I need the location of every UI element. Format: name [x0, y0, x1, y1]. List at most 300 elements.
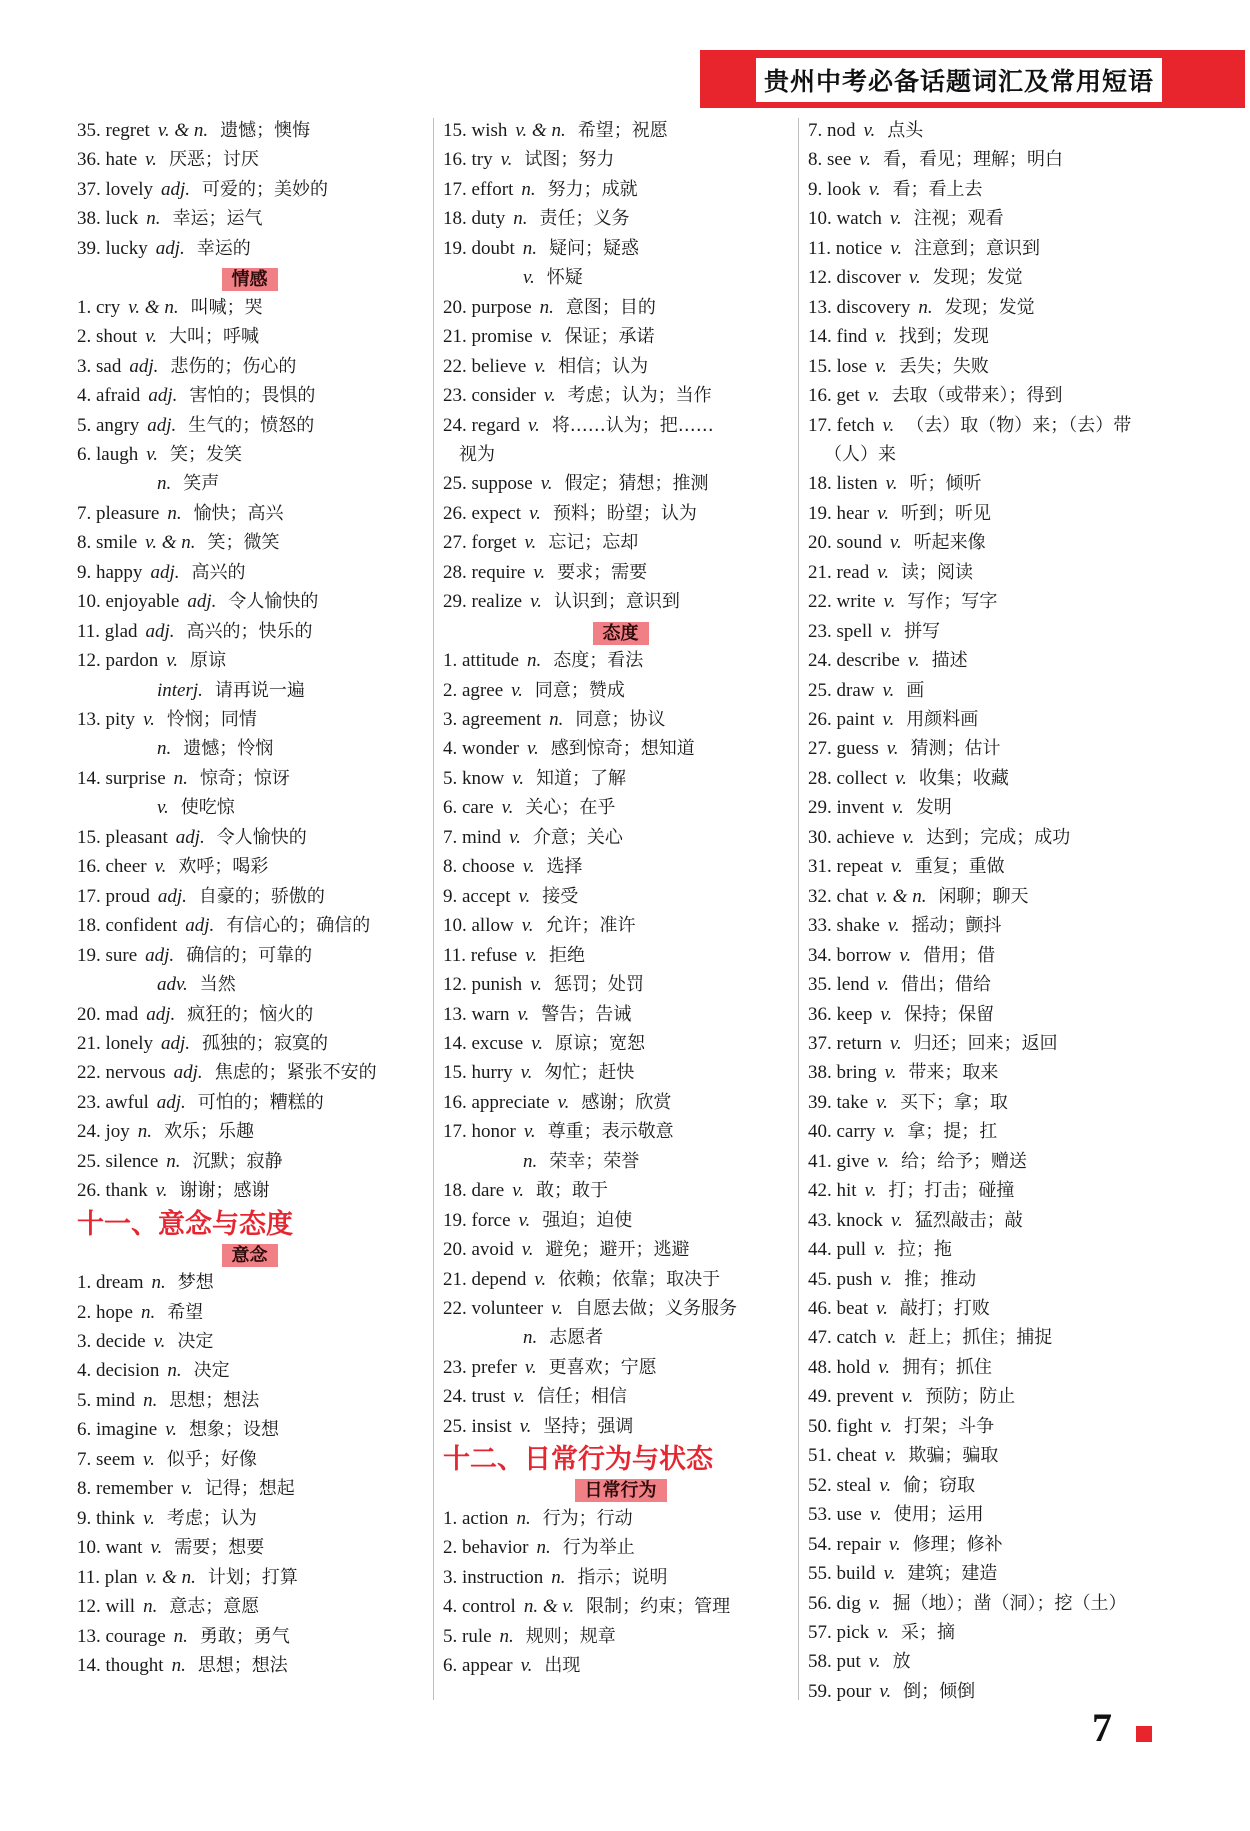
part-of-speech: n. [171, 1654, 186, 1676]
vocab-entry [808, 530, 986, 555]
part-of-speech: adj. [145, 944, 175, 966]
entry-headword: silence [105, 1150, 159, 1172]
entry-meaning: 自豪的；骄傲的 [198, 885, 325, 907]
entry-meaning: （去）取（物）来；（去）带 [906, 414, 1132, 436]
vocab-entry [808, 1325, 1052, 1350]
entry-meaning: 似乎；好像 [166, 1448, 257, 1470]
entry-word [443, 503, 521, 524]
entry-headword: mad [105, 1003, 139, 1025]
vocab-entry [808, 560, 973, 585]
entry-number: 1. [443, 1507, 458, 1529]
entry-number: 1. [443, 650, 458, 672]
entry-number: 25. [443, 1415, 467, 1437]
subsection-heading [77, 1243, 422, 1268]
entry-headword: think [96, 1507, 136, 1529]
vocab-entry [77, 1060, 377, 1085]
entry-number: 36. [808, 1003, 832, 1025]
vocab-entry [808, 648, 968, 673]
entry-word [77, 532, 137, 553]
entry-number: 4. [77, 1360, 92, 1382]
vocab-entry [77, 1624, 290, 1649]
entry-headword: lend [836, 974, 870, 996]
entry-word [808, 827, 895, 848]
entry-number: 20. [77, 1003, 101, 1025]
entry-meaning: 责任；义务 [539, 208, 630, 230]
entry-headword: chat [836, 885, 869, 907]
entry-number: 26. [77, 1180, 101, 1202]
entry-number: 26. [443, 502, 467, 524]
part-of-speech: v. [520, 1654, 533, 1676]
entry-word [443, 768, 504, 789]
entry-headword: hope [96, 1301, 133, 1323]
entry-headword: trust [471, 1386, 506, 1408]
part-of-speech: v. [521, 1239, 534, 1261]
vocab-entry [808, 678, 924, 703]
entry-headword: cry [96, 296, 121, 318]
entry-headword: guess [836, 738, 879, 760]
entry-headword: carry [836, 1121, 876, 1143]
entry-meaning: 愉快；高兴 [193, 502, 284, 524]
entry-word [808, 1563, 876, 1584]
entry-meaning: 怀疑 [546, 267, 583, 289]
part-of-speech: n. [140, 1301, 156, 1323]
entry-number: 44. [808, 1239, 832, 1261]
entry-number: 5. [77, 1389, 92, 1411]
entry-meaning: 希望；祝愿 [577, 120, 668, 141]
entry-headword: sound [836, 532, 882, 554]
entry-word [808, 1445, 877, 1466]
entry-word [77, 709, 135, 730]
entry-number: 29. [808, 797, 832, 819]
vocab-entry [77, 707, 257, 732]
entry-headword: realize [471, 591, 523, 613]
vocab-entry [808, 972, 991, 997]
part-of-speech: v. [528, 414, 540, 436]
entry-meaning: 忘记；忘却 [548, 532, 639, 554]
entry-headword: effort [471, 178, 514, 200]
vocab-entry [157, 795, 235, 820]
entry-meaning: 行为；行动 [542, 1507, 633, 1529]
part-of-speech: v. [143, 1507, 155, 1529]
entry-headword: discover [836, 267, 901, 289]
part-of-speech: v. [154, 856, 167, 878]
entry-word [443, 120, 507, 141]
entry-word [808, 385, 860, 406]
entry-headword: try [471, 149, 493, 171]
entry-word [808, 1004, 872, 1025]
entry-headword: appreciate [471, 1091, 550, 1113]
entry-word [808, 532, 882, 553]
vocab-entry [443, 648, 643, 673]
vocab-entry [443, 1296, 737, 1321]
entry-word [808, 1327, 877, 1348]
entry-number: 5. [443, 1625, 458, 1647]
part-of-speech: v. [883, 1563, 896, 1585]
part-of-speech: n. [526, 650, 542, 672]
entry-headword: forget [471, 532, 517, 554]
part-of-speech: v. [877, 502, 889, 524]
entry-number: 19. [443, 237, 467, 259]
entry-number: 25. [443, 473, 467, 495]
entry-meaning: 读；阅读 [900, 561, 973, 583]
part-of-speech: v. [524, 1356, 537, 1378]
entry-word [443, 179, 513, 200]
part-of-speech: adj. [187, 591, 217, 613]
entry-number: 4. [77, 385, 92, 407]
part-of-speech: adj. [161, 178, 191, 200]
entry-meaning: 有信心的；确信的 [226, 915, 371, 937]
entry-meaning: 保持；保留 [904, 1003, 995, 1025]
entry-meaning: 听起来像 [913, 532, 986, 554]
entry-meaning: 笑；发笑 [170, 443, 242, 465]
vocab-entry [824, 442, 896, 467]
vocab-entry [443, 1208, 632, 1233]
entry-meaning: 志愿者 [549, 1327, 604, 1349]
entry-word [77, 1596, 135, 1617]
entry-word [443, 532, 517, 553]
entry-word [443, 738, 519, 759]
part-of-speech: n. [918, 296, 933, 318]
entry-headword: prefer [471, 1356, 517, 1378]
entry-word [77, 1272, 143, 1293]
part-of-speech: adj. [157, 885, 187, 907]
entry-number: 14. [808, 326, 832, 348]
entry-word [808, 1681, 871, 1702]
entry-word [77, 208, 138, 229]
vocab-entry [77, 1329, 213, 1354]
entry-meaning: 高兴的；快乐的 [186, 620, 313, 642]
part-of-speech: v. [500, 149, 513, 171]
part-of-speech: v. [143, 709, 155, 730]
part-of-speech: v. [877, 561, 889, 583]
entry-number: 3. [77, 1331, 92, 1352]
vocab-entry [808, 324, 989, 349]
entry-word [443, 1416, 512, 1437]
part-of-speech: v. [512, 1180, 524, 1202]
entry-headword: take [836, 1091, 869, 1113]
entry-number: 13. [77, 709, 101, 730]
vocab-entry [77, 1119, 254, 1144]
entry-meaning: 听；倾听 [909, 473, 982, 495]
entry-headword: pleasant [105, 826, 168, 848]
entry-number: 17. [808, 414, 832, 436]
vocab-entry [77, 413, 314, 438]
entry-word [443, 1596, 516, 1617]
vocab-entry [808, 265, 1023, 290]
vocab-entry [77, 913, 370, 938]
vocab-entry [443, 1237, 690, 1262]
vocab-entry [808, 1502, 984, 1527]
entry-number: 8. [443, 856, 458, 878]
entry-number: 9. [77, 561, 92, 583]
part-of-speech: adj. [146, 1003, 176, 1025]
vocab-entry [443, 1355, 657, 1380]
entry-number: 16. [77, 856, 101, 878]
entry-number: 2. [443, 679, 458, 701]
entry-headword: control [462, 1596, 516, 1618]
entry-number: 13. [77, 1625, 101, 1647]
entry-number: 24. [443, 1386, 467, 1408]
entry-word [77, 149, 137, 170]
entry-word [77, 1062, 166, 1083]
entry-word [77, 1655, 164, 1676]
entry-word [77, 650, 158, 671]
vocab-entry [808, 825, 1070, 850]
entry-headword: get [836, 385, 860, 407]
entry-meaning: 发现；发觉 [932, 267, 1023, 289]
entry-number: 12. [77, 650, 101, 672]
entry-number: 17. [443, 1121, 467, 1143]
entry-number: 31. [808, 856, 832, 878]
part-of-speech: v. [518, 885, 531, 907]
entry-meaning: 确信的；可靠的 [186, 944, 313, 966]
part-of-speech: adj. [145, 620, 175, 642]
entry-word [443, 709, 541, 730]
entry-headword: imagine [96, 1419, 158, 1441]
entry-meaning: 避免；避开；逃避 [545, 1239, 690, 1261]
vocab-entry [77, 589, 318, 614]
part-of-speech: v. [888, 1533, 901, 1555]
entry-meaning: 考虑；认为 [166, 1507, 257, 1529]
entry-meaning: 可怕的；糟糕的 [197, 1091, 324, 1113]
part-of-speech: v. [883, 591, 896, 613]
entry-word [808, 1151, 869, 1172]
entry-meaning: 假定；猜想；推测 [564, 473, 709, 495]
vocab-entry [443, 118, 668, 143]
entry-meaning: 匆忙；赶快 [544, 1062, 635, 1084]
part-of-speech: v. [153, 1331, 166, 1352]
entry-number: 49. [808, 1386, 832, 1408]
entry-meaning: 将……认为；把…… [551, 414, 714, 436]
entry-word [77, 1449, 135, 1470]
entry-headword: rule [462, 1625, 492, 1647]
vocab-entry [443, 1384, 627, 1409]
entry-word [443, 473, 533, 494]
vocab-entry [443, 206, 630, 231]
entry-headword: discovery [836, 296, 911, 318]
entry-headword: dare [471, 1180, 505, 1202]
entry-number: 16. [443, 1091, 467, 1113]
entry-number: 21. [808, 561, 832, 583]
part-of-speech: v. [880, 1268, 893, 1290]
entry-number: 34. [808, 944, 832, 966]
entry-meaning: 拿；提；扛 [907, 1121, 998, 1143]
part-of-speech: v. [882, 679, 895, 701]
vocab-entry [77, 1388, 259, 1413]
part-of-speech: v. [524, 532, 537, 554]
entry-word [77, 179, 153, 200]
entry-meaning: 思想；想法 [197, 1654, 288, 1676]
entry-meaning: 知道；了解 [536, 767, 627, 789]
entry-meaning: 规则；规章 [525, 1625, 616, 1647]
vocab-entry [808, 913, 1002, 938]
entry-meaning: 更喜欢；宁愿 [548, 1356, 657, 1378]
entry-word [77, 1567, 138, 1588]
entry-headword: regret [105, 120, 150, 141]
entry-word [443, 1655, 513, 1676]
entry-meaning: 意图；目的 [565, 296, 656, 318]
vocab-entry [77, 1535, 264, 1560]
subsection-heading [77, 267, 422, 292]
entry-number: 38. [77, 208, 101, 230]
entry-word [808, 1416, 872, 1437]
vocab-entry [443, 766, 626, 791]
part-of-speech: v. & n. [145, 1566, 196, 1588]
entry-word [77, 1092, 149, 1113]
vocab-entry [443, 354, 648, 379]
entry-meaning: 带来；取来 [908, 1062, 999, 1084]
entry-word [808, 1121, 876, 1142]
entry-headword: return [836, 1032, 882, 1054]
entry-meaning: 疯狂的；恼火的 [187, 1003, 314, 1025]
vocab-entry [443, 707, 665, 732]
entry-meaning: 沉默；寂静 [192, 1150, 283, 1172]
entry-headword: allow [471, 915, 514, 937]
entry-word [77, 1151, 158, 1172]
vocab-entry [808, 736, 1001, 761]
entry-headword: bring [836, 1062, 877, 1084]
part-of-speech: v. [874, 1239, 886, 1261]
vocab-entry [443, 1535, 635, 1560]
entry-headword: dream [96, 1272, 144, 1294]
entry-headword: lovely [105, 178, 153, 200]
entry-word [77, 768, 166, 789]
entry-headword: action [462, 1507, 509, 1529]
entry-number: 14. [77, 767, 101, 789]
entry-headword: laugh [96, 443, 139, 465]
entry-meaning: 要求；需要 [557, 561, 648, 583]
part-of-speech: v. [889, 1032, 902, 1054]
entry-meaning: 猛烈敲击；敲 [914, 1209, 1023, 1231]
entry-headword: repeat [836, 856, 883, 878]
entry-word [808, 886, 868, 907]
entry-number: 15. [443, 1062, 467, 1084]
entry-headword: punish [471, 974, 523, 996]
vocab-entry [808, 766, 1009, 791]
entry-number: 58. [808, 1651, 832, 1673]
part-of-speech: n. [551, 1566, 566, 1588]
entry-word [77, 444, 138, 465]
vocab-entry [77, 943, 312, 968]
part-of-speech: adv. [157, 974, 188, 996]
entry-word [808, 1033, 882, 1054]
entry-number: 18. [443, 208, 467, 230]
entry-headword: sad [96, 355, 122, 377]
entry-word [77, 945, 137, 966]
entry-meaning: 幸运；运气 [172, 208, 263, 230]
entry-meaning: 感谢；欣赏 [581, 1091, 672, 1113]
entry-number: 24. [77, 1121, 101, 1143]
entry-number: 21. [443, 1268, 467, 1290]
entry-word [808, 1622, 869, 1643]
entry-meaning: 允许；准许 [545, 915, 636, 937]
entry-meaning: 惊奇；惊讶 [199, 767, 290, 789]
part-of-speech: v. [882, 414, 895, 436]
entry-number: 39. [77, 237, 101, 259]
entry-meaning: 描述 [931, 650, 968, 672]
vocab-entry [77, 1149, 283, 1174]
part-of-speech: v. [540, 473, 553, 495]
entry-headword: purpose [471, 296, 532, 318]
vocab-entry [77, 766, 290, 791]
part-of-speech: adj. [150, 561, 180, 583]
part-of-speech: n. [539, 296, 554, 318]
entry-word [443, 797, 494, 818]
entry-number: 9. [77, 1507, 92, 1529]
entry-number: 7. [77, 502, 92, 524]
entry-headword: shake [836, 915, 880, 937]
entry-number: 3. [77, 355, 92, 377]
entry-headword: catch [836, 1327, 877, 1349]
part-of-speech: interj. [157, 679, 203, 701]
entry-headword: paint [836, 709, 875, 730]
entry-headword: borrow [836, 944, 892, 966]
entry-headword: fight [836, 1415, 873, 1437]
entry-word [77, 1121, 130, 1142]
entry-meaning: 注意到；意识到 [914, 237, 1041, 259]
entry-word [443, 1567, 543, 1588]
entry-headword: pull [836, 1239, 867, 1261]
entry-meaning: 试图；努力 [524, 149, 615, 171]
entry-number: 2. [77, 1301, 92, 1323]
vocab-entry [523, 1149, 639, 1174]
entry-number: 22. [443, 1298, 467, 1319]
entry-number: 30. [808, 826, 832, 848]
entry-word [808, 179, 861, 200]
entry-meaning: 可爱的；美妙的 [202, 178, 329, 200]
entry-number: 10. [808, 208, 832, 230]
part-of-speech: v. [530, 974, 542, 996]
entry-headword: insist [471, 1415, 512, 1437]
entry-number: 24. [808, 650, 832, 672]
vocab-entry [77, 177, 328, 202]
part-of-speech: v. [150, 1537, 163, 1559]
entry-headword: achieve [836, 826, 895, 848]
entry-headword: repair [836, 1533, 881, 1555]
part-of-speech: v. [557, 1091, 570, 1113]
entry-meaning: 指示；说明 [577, 1566, 668, 1588]
vocab-entry [77, 501, 284, 526]
entry-meaning: 修理；修补 [912, 1533, 1003, 1555]
part-of-speech: v. [534, 355, 547, 377]
entry-number: 23. [443, 1356, 467, 1378]
entry-meaning: 警告；告诫 [541, 1003, 632, 1025]
entry-word [77, 1537, 142, 1558]
entry-headword: proud [105, 885, 150, 907]
entry-meaning: 预防；防止 [925, 1386, 1016, 1408]
vocab-entry [443, 1119, 674, 1144]
entry-headword: pleasure [96, 502, 160, 524]
entry-headword: cheer [105, 856, 147, 878]
entry-meaning: 给；给予；赠送 [901, 1150, 1027, 1172]
entry-word [808, 709, 875, 730]
entry-headword: doubt [471, 237, 515, 259]
entry-meaning: 借出；借给 [901, 974, 991, 996]
part-of-speech: v. [868, 1651, 881, 1673]
vocab-entry [808, 1237, 952, 1262]
entry-number: 56. [808, 1592, 832, 1614]
entry-headword: agree [462, 679, 504, 701]
vocab-entry [77, 1358, 230, 1383]
entry-word [808, 208, 882, 229]
entry-meaning: 认识到；意识到 [553, 591, 680, 613]
entry-headword: avoid [471, 1239, 514, 1261]
entry-number: 57. [808, 1621, 832, 1643]
entry-meaning: 重复；重做 [914, 856, 1005, 878]
part-of-speech: v. [518, 1209, 531, 1231]
entry-headword: excuse [471, 1032, 524, 1054]
entry-number: 15. [808, 355, 832, 377]
